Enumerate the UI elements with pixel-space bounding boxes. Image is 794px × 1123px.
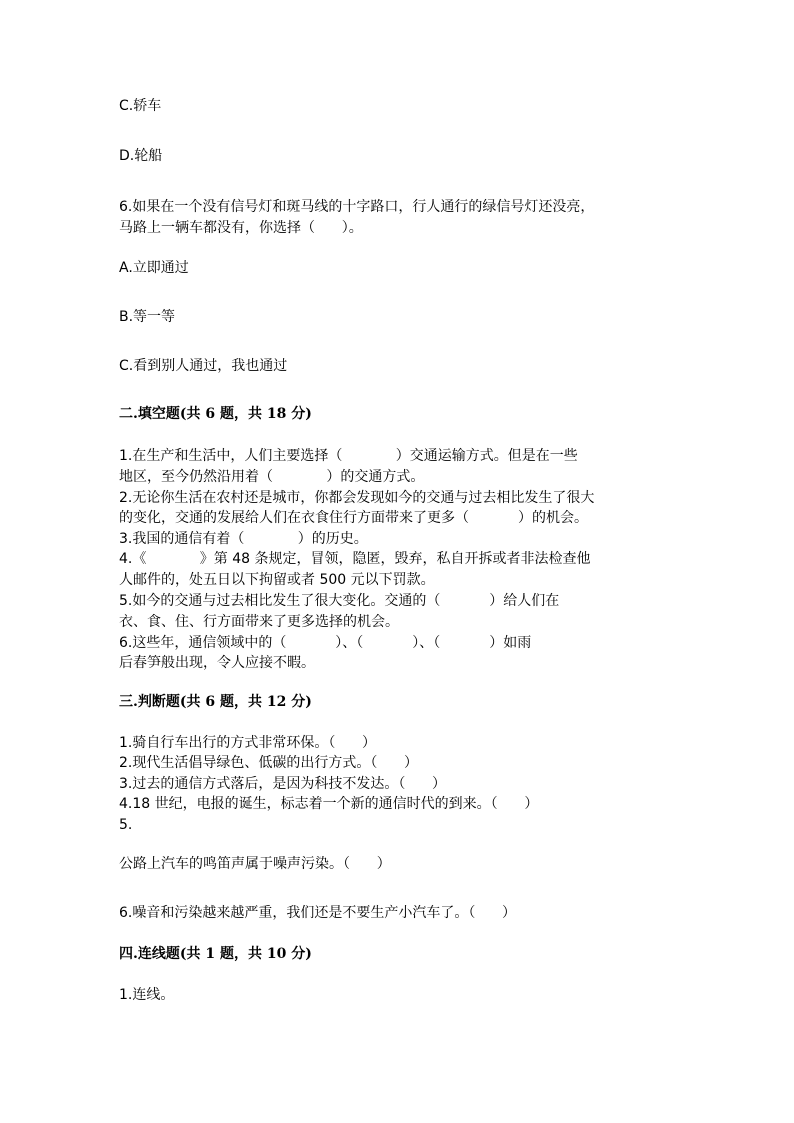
section2-line: 地区，至今仍然沿用着（ ）的交通方式。	[119, 469, 425, 485]
section2-line: 人邮件的，处五日以下拘留或者 500 元以下罚款。	[119, 572, 435, 588]
section2-line: 5.如今的交通与过去相比发生了很大变化。交通的（ ）给人们在	[119, 593, 560, 609]
section3-heading: 三.判断题(共 6 题，共 12 分)	[119, 694, 312, 710]
q5-option-c: C.轿车	[119, 98, 162, 114]
q6-option-b: B.等一等	[119, 309, 176, 325]
section2-line: 的变化，交通的发展给人们在衣食住行方面带来了更多（ ）的机会。	[119, 510, 588, 526]
section3-line: 3.过去的通信方式落后，是因为科技不发达。（ ）	[119, 776, 447, 792]
section2-line: 衣、食、住、行方面带来了更多选择的机会。	[119, 614, 399, 630]
section3-line: 5.	[119, 817, 133, 833]
section3-q5-text: 公路上汽车的鸣笛声属于噪声污染。（ ）	[119, 856, 391, 872]
q6-stem-line1: 6.如果在一个没有信号灯和斑马线的十字路口，行人通行的绿信号灯还没亮，	[119, 199, 595, 215]
section3-line: 4.18 世纪，电报的诞生，标志着一个新的通信时代的到来。（ ）	[119, 796, 539, 812]
section3-q6-text: 6.噪音和污染越来越严重，我们还是不要生产小汽车了。（ ）	[119, 905, 517, 921]
q5-option-d: D.轮船	[119, 148, 163, 164]
section4-q1: 1.连线。	[119, 987, 175, 1003]
section3-line: 1.骑自行车出行的方式非常环保。（ ）	[119, 735, 377, 751]
section3-line: 2.现代生活倡导绿色、低碳的出行方式。（ ）	[119, 755, 419, 771]
section2-line: 1.在生产和生活中，人们主要选择（ ）交通运输方式。但是在一些	[119, 448, 578, 464]
section4-heading: 四.连线题(共 1 题，共 10 分)	[119, 946, 312, 962]
q6-option-c: C.看到别人通过，我也通过	[119, 358, 288, 374]
section2-heading: 二.填空题(共 6 题，共 18 分)	[119, 406, 312, 422]
section2-line: 6.这些年，通信领域中的（ ）、（ ）、（ ）如雨	[119, 635, 532, 651]
q6-option-a: A.立即通过	[119, 260, 189, 276]
section2-line: 后春笋般出现，令人应接不暇。	[119, 655, 315, 671]
section2-line: 2.无论你生活在农村还是城市，你都会发现如今的交通与过去相比发生了很大	[119, 490, 595, 506]
section2-line: 3.我国的通信有着（ ）的历史。	[119, 531, 368, 547]
q6-stem-line2: 马路上一辆车都没有，你选择（ ）。	[119, 220, 363, 236]
section2-line: 4.《 》第 48 条规定，冒领，隐匿，毁弃，私自开拆或者非法检查他	[119, 551, 591, 567]
